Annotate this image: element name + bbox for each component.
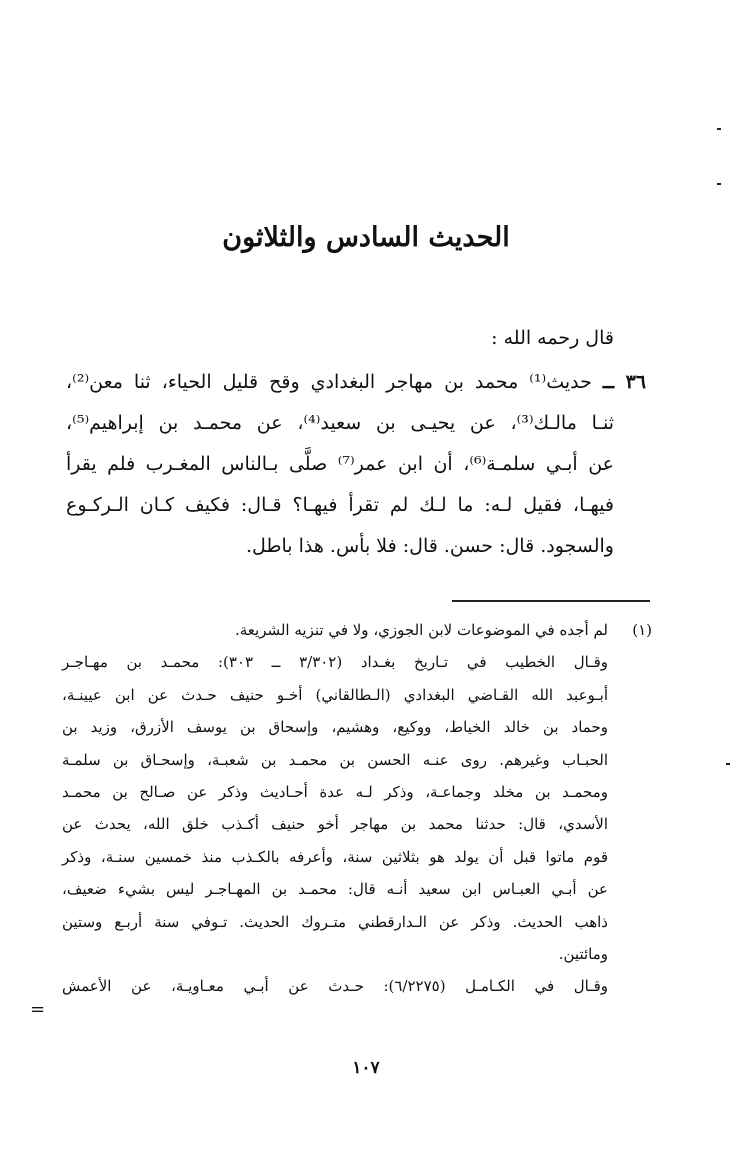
footnote-separator [452, 600, 650, 602]
footnote-line: الأسدي، قال: حدثنا محمد بن مهاجر أخو حنيف أكـذب خلق الله، يحدث عن [62, 815, 608, 834]
hadith-number: ٣٦ ــ [602, 371, 646, 393]
margin-mark [717, 128, 721, 130]
margin-mark [717, 183, 721, 185]
chapter-heading: الحديث السادس والثلاثون [222, 222, 510, 253]
footnote-line: ذاهب الحديث. وذكر عن الـدارقطني متـروك الحديث. تـوفي سنة أربـع وستين [62, 912, 608, 931]
footnote-line: ومائتين. [558, 945, 608, 964]
footnote-line: وقـال الخطيب في تـاريخ بغـداد (٣/٣٠٢ ــ ٣٠٣): محمـد بن مهـاجـر [62, 653, 608, 672]
footnote-line: عن أبـي العبـاس ابن سعيد أنـه قال: محمـد بن المهـاجـر ليس بشيء ضعيف، [62, 880, 608, 899]
hadith-line-2: ثنـا مالـك⁽³⁾، عن يحيـى بن سعيد⁽⁴⁾، عن محمـد بن إبراهيم⁽⁵⁾، [66, 412, 614, 434]
footnote-line: الحبـاب وغيرهم. روى عنـه الحسن بن محمـد بن شعبـة، وإسحـاق بن سلمـة [62, 750, 608, 769]
footnote-number: (١) [632, 621, 652, 639]
footnote-line: وحماد بن خالد الخياط، ووكيع، وهشيم، وإسحاق بن يوسف الأزرق، وزيد بن [62, 718, 608, 737]
hadith-line-5: والسجود. قال: حسن. قال: فلا بأس. هذا باطل. [245, 535, 614, 557]
footnote-line: قوم ماتوا قبل أن يولد هو بثلاثين سنة، وأعرفه بالكـذب منذ خمسين سنـة، وذكر [62, 847, 608, 866]
continuation-mark: = [30, 999, 46, 1020]
footnote-line: وقـال في الكـامـل (٦/٢٢٧٥): حـدث عن أبـي معـاويـة، عن الأعمش [62, 977, 608, 996]
hadith-text [66, 362, 646, 567]
hadith-line-1: ٣٦ ــ حديث⁽¹⁾ محمد بن مهاجر البغدادي وقح قليل الحياء، ثنا معن⁽²⁾، [66, 371, 646, 393]
footnotes [62, 614, 652, 1003]
footnote-line: أبـوعبد الله القـاضي البغدادي (الـطالقاني) أخـو حنيف حـدث عن ابن عيينـة، [62, 685, 608, 704]
page-number: ١٠٧ [352, 1058, 380, 1078]
intro-line: قال رحمه الله : [491, 327, 614, 349]
footnote-line: (١)لم أجده في الموضوعات لابن الجوزي، ولا في تنزيه الشريعة. [62, 614, 652, 646]
hadith-line-4: فيهـا، فقيل لـه: ما لـك لم تقرأ فيهـا؟ قـال: فكيف كـان الـركـوع [66, 494, 614, 516]
hadith-line-3: عن أبـي سلمـة⁽⁶⁾، أن ابن عمر⁽⁷⁾ صلَّى بـالناس المغـرب فلم يقرأ [66, 453, 615, 475]
margin-mark [726, 763, 730, 765]
footnote-line: ومحمـد بن مخلد وجماعـة، وذكر لـه عدة أحـاديث وذكر عن صـالح بن محمـد [62, 783, 608, 802]
